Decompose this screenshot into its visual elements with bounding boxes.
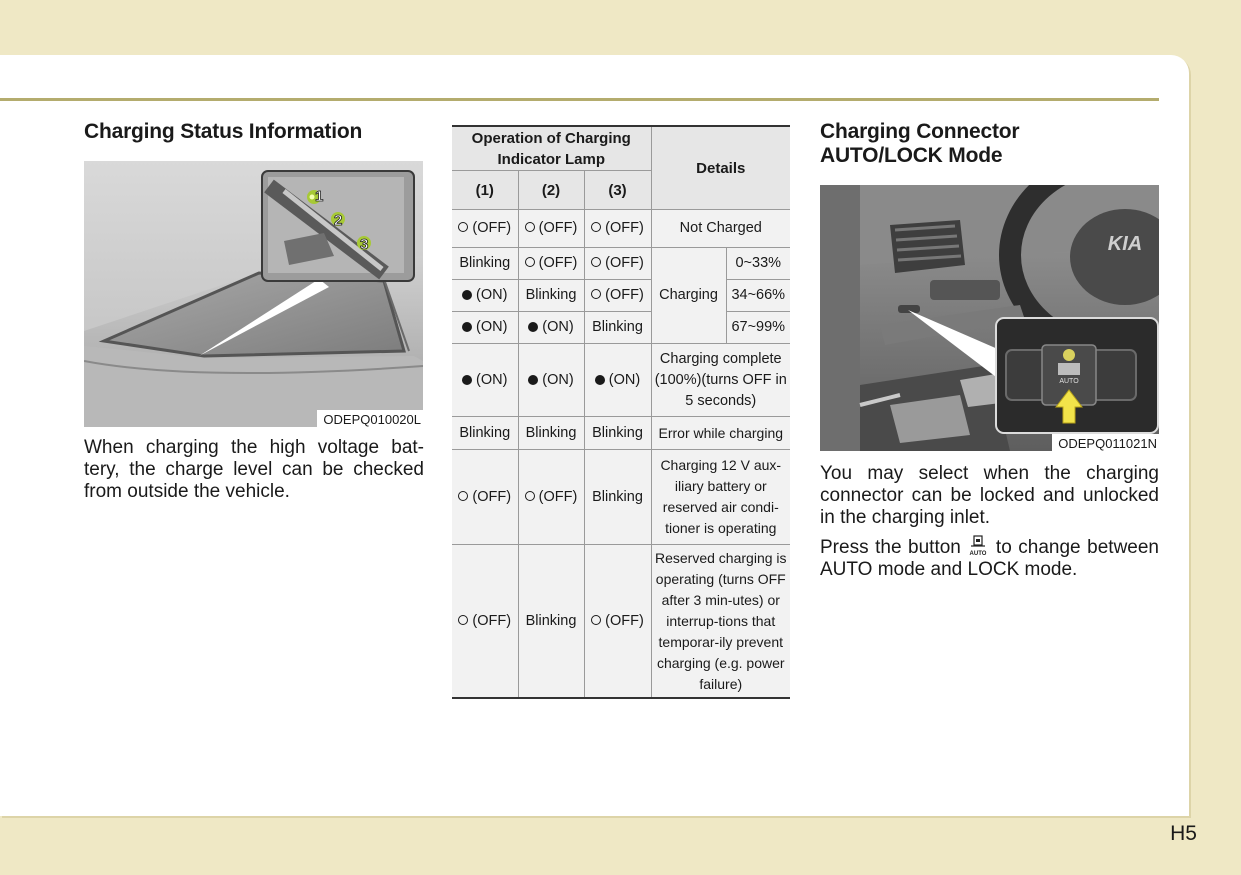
connector-paragraph-1: You may select when the charging connector can be locked and unlocked in the charging inlet.	[820, 463, 1159, 528]
charging-connector-auto-icon	[967, 535, 989, 557]
lamp-on-icon	[528, 322, 538, 332]
detail-cell: Charging complete (100%)(turns OFF in 5 seconds)	[651, 344, 790, 417]
section-heading-charging-status: Charging Status Information	[84, 120, 363, 143]
right-column	[820, 120, 1159, 581]
table-row: (OFF) (OFF) (OFF) Not Charged	[452, 210, 790, 248]
lamp-off-icon	[591, 289, 601, 299]
lamp-off-icon	[591, 222, 601, 232]
figure-code-left: ODEPQ010020L	[317, 410, 423, 427]
detail-cell: Charging 12 V aux-iliary battery or reserved air condi-tioner is operating	[651, 450, 790, 545]
dashboard-illustration	[820, 185, 1159, 451]
charging-label: Charging	[652, 248, 727, 343]
lamp-off-icon	[458, 491, 468, 501]
callout-3: 3	[360, 236, 369, 253]
dashboard-figure	[820, 185, 1159, 451]
lamp-on-icon	[528, 375, 538, 385]
lamp-off-icon	[458, 615, 468, 625]
lamp-on-icon	[462, 375, 472, 385]
col-header-3: (3)	[584, 171, 651, 210]
table-row: (ON) Blinking (OFF)	[452, 280, 790, 312]
header-details: Details	[651, 126, 790, 210]
pct-range-3: 67~99%	[731, 319, 786, 335]
section-heading-connector: Charging Connector AUTO/LOCK Mode	[820, 120, 1020, 167]
detail-cell: Not Charged	[651, 210, 790, 248]
col-header-2: (2)	[518, 171, 584, 210]
header-rule	[0, 98, 1159, 101]
auto-button-label: AUTO	[1059, 378, 1079, 385]
brand-logo: KIA	[1107, 233, 1143, 255]
detail-cell: Reserved charging is operating (turns OFF after 3 min-utes) or interrup-tions that temporar-ily prevent charging (e.g. power failure)	[651, 545, 790, 699]
lamp-off-icon	[591, 615, 601, 625]
lamp-off-icon	[525, 491, 535, 501]
charging-indicator-table	[452, 125, 790, 699]
table-row: Blinking Blinking Blinking Error while charging	[452, 417, 790, 450]
windshield-figure	[84, 161, 423, 427]
lamp-off-icon	[458, 222, 468, 232]
callout-2: 2	[334, 212, 343, 229]
pct-range-2: 34~66%	[727, 280, 791, 312]
pct-range-1: 0~33%	[727, 248, 791, 280]
table-row: Blinking (OFF) (OFF) Charging 0~33% 34~66% 67~99%	[452, 248, 790, 280]
lamp-off-icon	[525, 257, 535, 267]
charging-status-paragraph: When charging the high voltage bat-tery, the charge level can be checked from outside the vehicle.	[84, 437, 424, 502]
table-row: (OFF) Blinking (OFF) Reserved charging is operating (turns OFF after 3 min-utes) or interrup-tions that temporar-ily prevent charging (e.g. power failure)	[452, 545, 790, 699]
lamp-on-icon	[462, 322, 472, 332]
connector-paragraph-2: Press the button AUTO to change between AUTO mode and LOCK mode.	[820, 537, 1159, 580]
table-row: (ON) (ON) Blinking	[452, 312, 790, 344]
page-number: H5	[1170, 822, 1197, 845]
lamp-on-icon	[462, 290, 472, 300]
lamp-off-icon	[591, 257, 601, 267]
lamp-off-icon	[525, 222, 535, 232]
figure-code-right: ODEPQ011021N	[1052, 434, 1159, 451]
callout-1: 1	[315, 188, 324, 205]
table-row: (OFF) (OFF) Blinking Charging 12 V aux-iliary battery or reserved air condi-tioner is operating	[452, 450, 790, 545]
col-header-1: (1)	[452, 171, 518, 210]
left-column	[84, 120, 424, 503]
windshield-illustration	[84, 161, 423, 427]
lamp-on-icon	[595, 375, 605, 385]
header-operation: Operation of Charging Indicator Lamp	[452, 126, 651, 171]
detail-cell: Error while charging	[651, 417, 790, 450]
table-row: (ON) (ON) (ON) Charging complete (100%)(turns OFF in 5 seconds)	[452, 344, 790, 417]
svg-text:AUTO: AUTO	[969, 551, 987, 557]
